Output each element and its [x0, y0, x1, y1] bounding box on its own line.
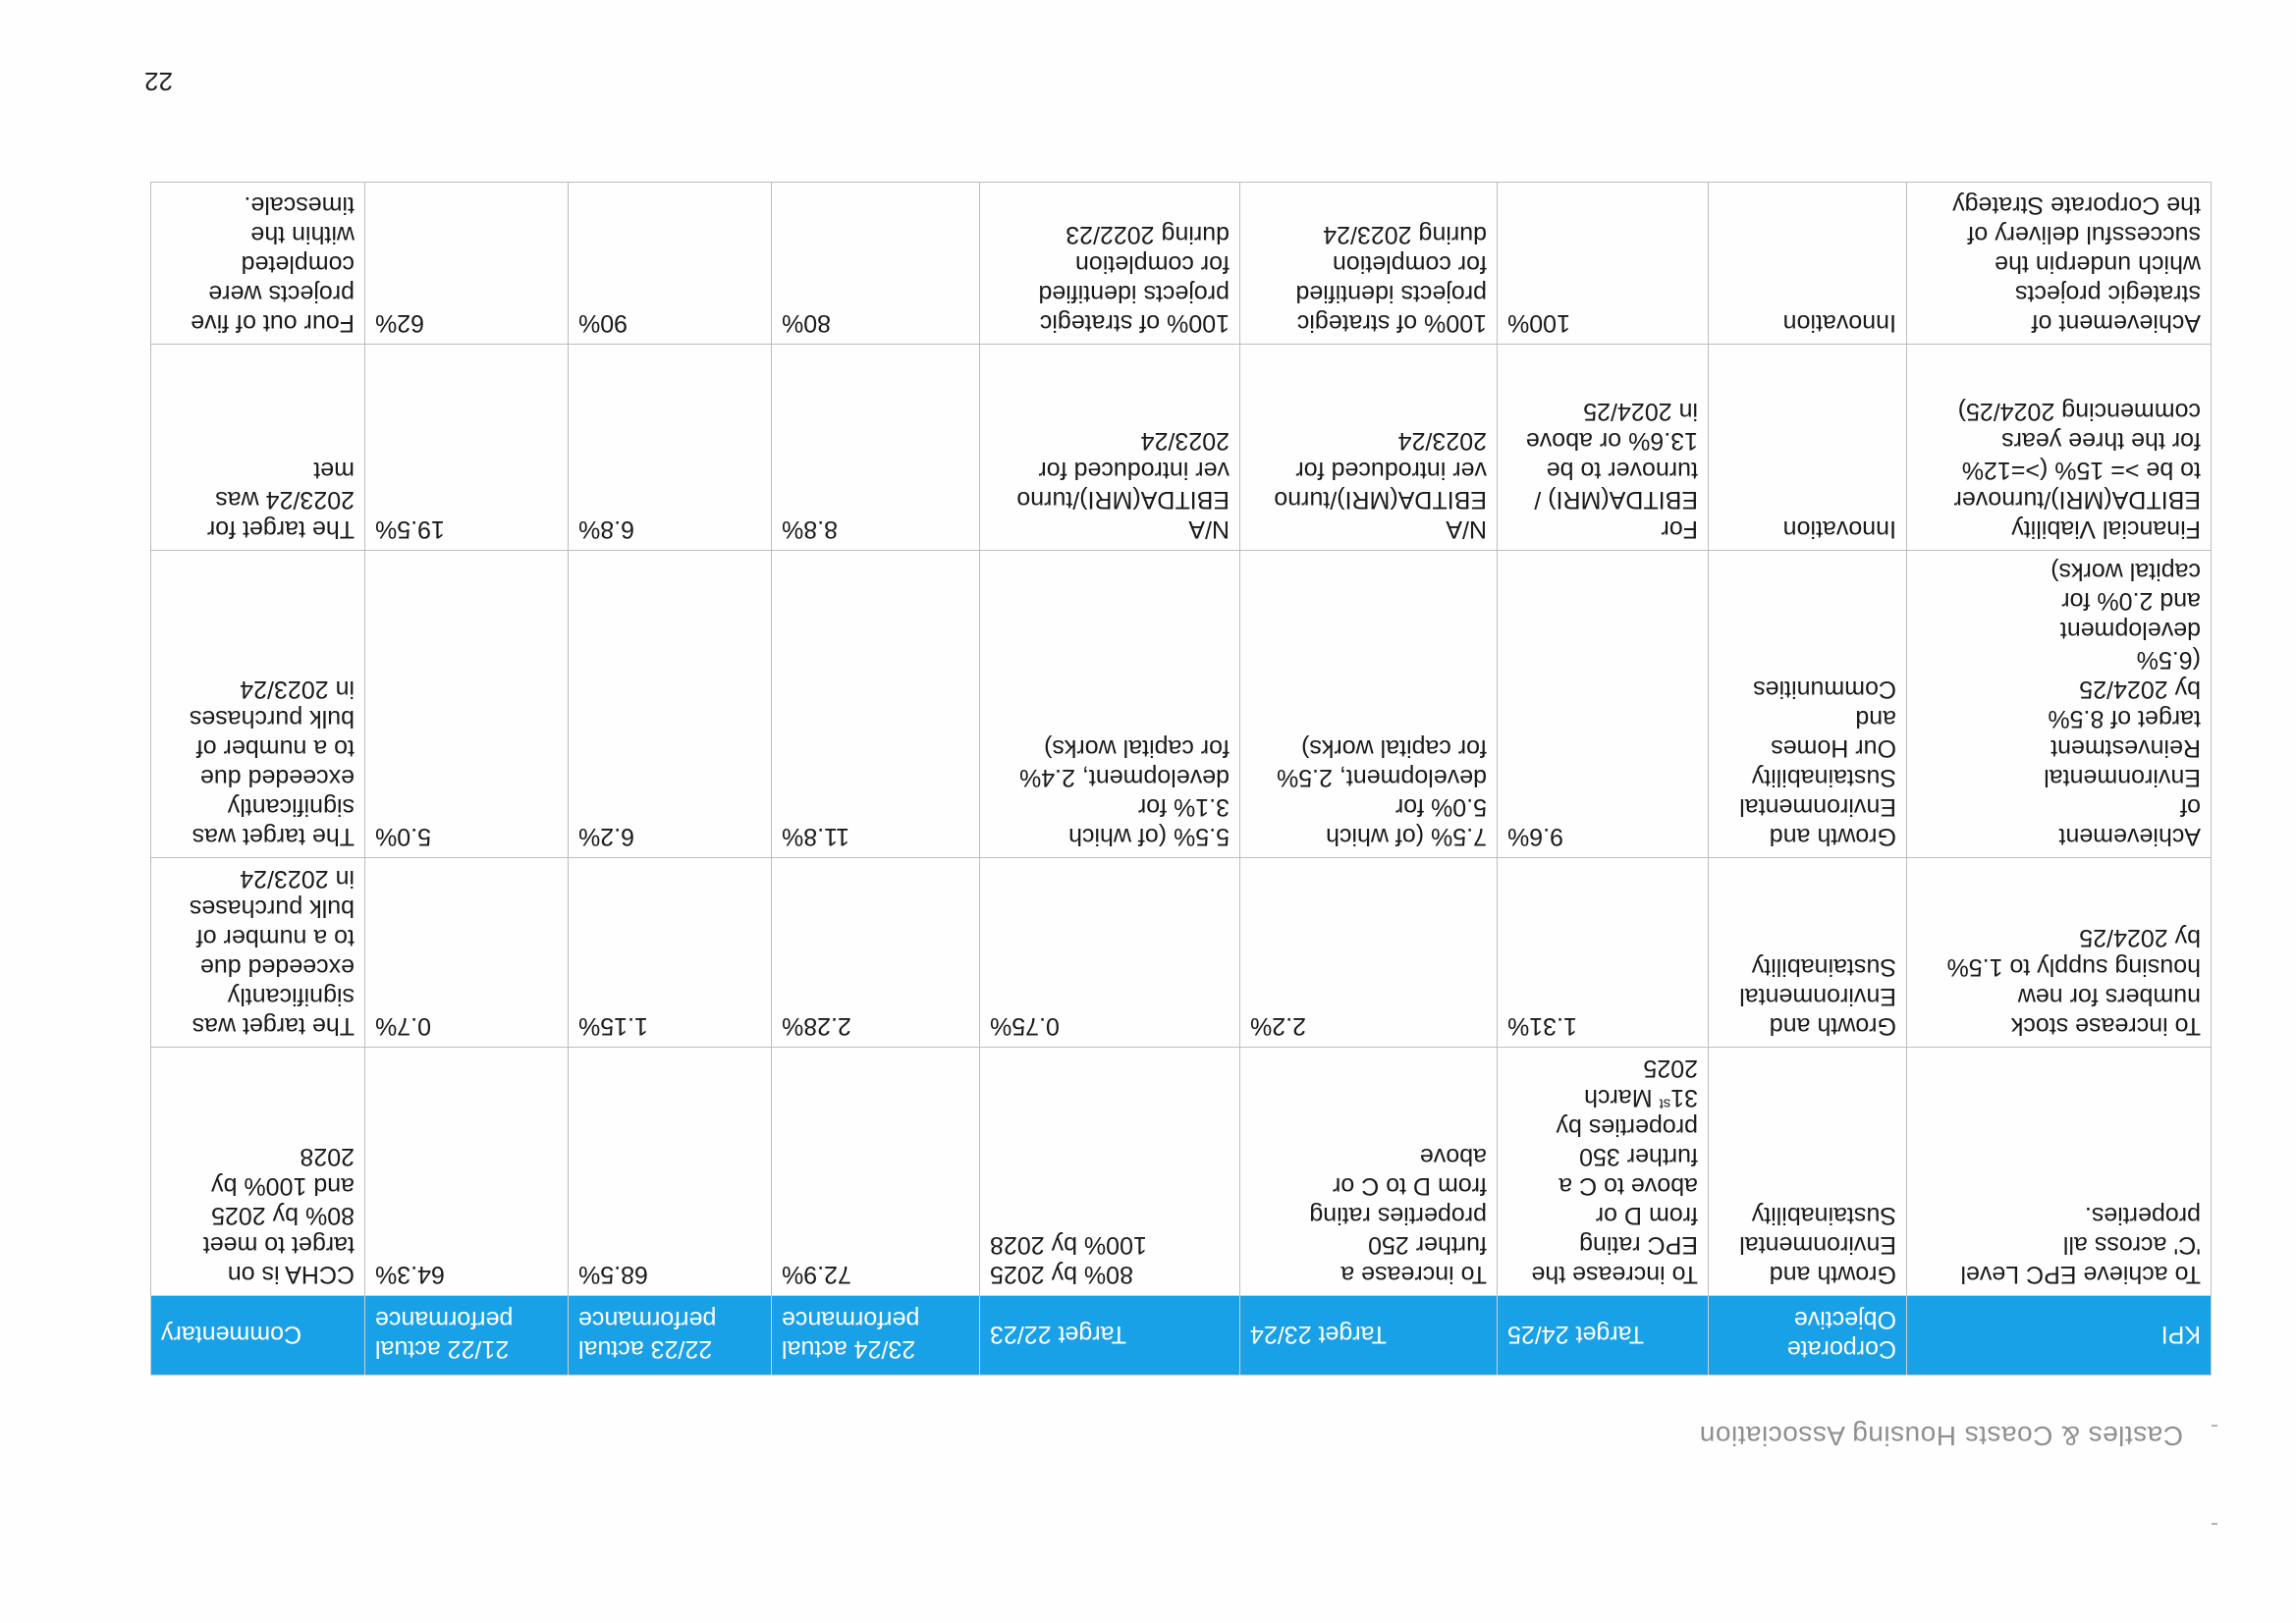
cell-commentary: The target was significantly exceeded due to a number of bulk purchases in 2023/24	[151, 858, 365, 1048]
cell-actual-21-22: 62%	[365, 183, 569, 345]
table-row	[151, 858, 2212, 1048]
cell-target-24-25: For EBITDA(MRI) / turnover to be 13.6% or above in 2024/25	[1498, 345, 1709, 551]
header-target-22-23: Target 22/23	[980, 1296, 1240, 1376]
cell-target-23-24: N/A EBITDA(MRI)/turno ver introduced for 2023/24	[1240, 345, 1498, 551]
cell-actual-21-22: 19.5%	[365, 345, 569, 551]
cell-target-24-25: To increase the EPC rating from D or above to C a further 350 properties by 31st March 2025	[1498, 1048, 1709, 1296]
organization-header: Castles & Coasts Housing Association	[1699, 1421, 2183, 1451]
header-target-23-24: Target 23/24	[1240, 1296, 1498, 1376]
page-number: 22	[144, 67, 173, 96]
cell-objective: Growth and Environmental Sustainability Our Homes and Communities	[1709, 551, 1907, 858]
cell-actual-23-24: 72.9%	[772, 1048, 980, 1296]
cell-target-24-25: 9.6%	[1498, 551, 1709, 858]
kpi-table	[150, 182, 2212, 1376]
cell-target-22-23: 80% by 2025 100% by 2028	[980, 1048, 1240, 1296]
cell-actual-22-23: 90%	[569, 183, 772, 345]
cell-actual-23-24: 8.8%	[772, 345, 980, 551]
cell-target-23-24: 2.2%	[1240, 858, 1498, 1048]
cell-target-24-25: 1.31%	[1498, 858, 1709, 1048]
cell-kpi: Achievement of Environmental Reinvestment target of 8.5% by 2024/25 (6.5% development and 2.0% for capital works)	[1907, 551, 2212, 858]
header-corporate-objective: Corporate Objective	[1709, 1296, 1907, 1376]
cell-kpi: To increase stock numbers for new housing supply to 1.5% by 2024/25	[1907, 858, 2212, 1048]
cell-target-23-24: 7.5% (of which 5.0% for development, 2.5% for capital works)	[1240, 551, 1498, 858]
table-row	[151, 1048, 2212, 1296]
cell-actual-22-23: 6.8%	[569, 345, 772, 551]
margin-mark	[2212, 1523, 2217, 1525]
cell-commentary: The target for 2023/24 was met	[151, 345, 365, 551]
header-actual-21-22: 21/22 actual performance	[365, 1296, 569, 1376]
header-kpi: KPI	[1907, 1296, 2212, 1376]
cell-objective: Growth and Environmental Sustainability	[1709, 1048, 1907, 1296]
cell-commentary: CCHA is on target to meet 80% by 2025 and 100% by 2028	[151, 1048, 365, 1296]
cell-target-22-23: 5.5% (of which 3.1% for development, 2.4% for capital works)	[980, 551, 1240, 858]
table-row	[151, 551, 2212, 858]
cell-target-22-23: 100% of strategic projects identified for completion during 2022/23	[980, 183, 1240, 345]
cell-objective: Innovation	[1709, 183, 1907, 345]
header-actual-23-24: 23/24 actual performance	[772, 1296, 980, 1376]
cell-target-24-25: 100%	[1498, 183, 1709, 345]
cell-objective: Growth and Environmental Sustainability	[1709, 858, 1907, 1048]
cell-commentary: The target was significantly exceeded due to a number of bulk purchases in 2023/24	[151, 551, 365, 858]
margin-mark	[2212, 1425, 2217, 1427]
cell-target-23-24: 100% of strategic projects identified for completion during 2023/24	[1240, 183, 1498, 345]
header-actual-22-23: 22/23 actual performance	[569, 1296, 772, 1376]
cell-actual-22-23: 1.15%	[569, 858, 772, 1048]
header-target-24-25: Target 24/25	[1498, 1296, 1709, 1376]
cell-actual-22-23: 68.5%	[569, 1048, 772, 1296]
cell-actual-23-24: 2.28%	[772, 858, 980, 1048]
header-commentary: Commentary	[151, 1296, 365, 1376]
cell-actual-21-22: 0.7%	[365, 858, 569, 1048]
cell-target-22-23: 0.75%	[980, 858, 1240, 1048]
cell-objective: Innovation	[1709, 345, 1907, 551]
cell-target-23-24: To increase a further 250 properties rating from D to C or above	[1240, 1048, 1498, 1296]
cell-commentary: Four out of five projects were completed within the timescale.	[151, 183, 365, 345]
cell-actual-22-23: 6.2%	[569, 551, 772, 858]
cell-actual-21-22: 64.3%	[365, 1048, 569, 1296]
cell-target-22-23: N/A EBITDA(MRI)/turno ver introduced for 2023/24	[980, 345, 1240, 551]
table-row	[151, 183, 2212, 345]
cell-actual-23-24: 80%	[772, 183, 980, 345]
cell-kpi: Achievement of strategic projects which underpin the successful delivery of the Corporate Strategy	[1907, 183, 2212, 345]
table-row	[151, 345, 2212, 551]
cell-actual-23-24: 11.8%	[772, 551, 980, 858]
cell-kpi: Financial Viability EBITDA(MRI)/turnover to be >= 15% (>=12% for the three years commencing 2024/25)	[1907, 345, 2212, 551]
cell-kpi: To achieve EPC Level 'C' across all properties.	[1907, 1048, 2212, 1296]
cell-actual-21-22: 5.0%	[365, 551, 569, 858]
table-header-row	[151, 1296, 2212, 1376]
